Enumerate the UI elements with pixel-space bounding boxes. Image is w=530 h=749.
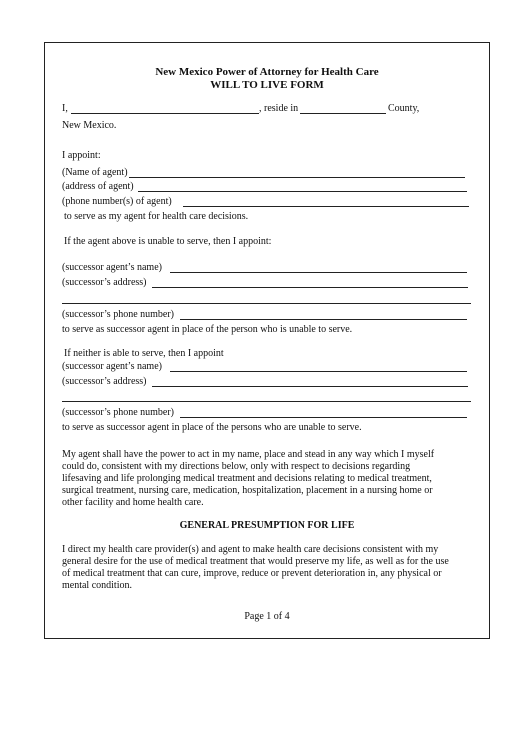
- declarant-name-field[interactable]: [71, 113, 259, 114]
- successor2-name-field[interactable]: [170, 371, 467, 372]
- successor1-intro: If the agent above is unable to serve, then I appoint:: [64, 236, 272, 247]
- presumption-line-4: mental condition.: [62, 580, 132, 591]
- power-line-4: surgical treatment, nursing care, medication, hospitalization, placement in a nursing home or: [62, 485, 433, 496]
- state-label: New Mexico.: [62, 120, 117, 131]
- agent-phone-label: (phone number(s) of agent): [62, 196, 172, 207]
- power-line-1: My agent shall have the power to act in my name, place and stead in any way which I myself: [62, 449, 435, 460]
- i-label: I,: [62, 103, 68, 114]
- successor1-name-field[interactable]: [170, 272, 467, 273]
- agent-phone-field[interactable]: [183, 206, 469, 207]
- presumption-line-2: general desire for the use of medical treatment that would preserve my life, as well as for the use: [62, 556, 449, 567]
- successor2-name-label: (successor agent’s name): [62, 361, 162, 372]
- page-number: Page 1 of 4: [244, 611, 290, 622]
- presumption-line-3: of medical treatment that can cure, improve, reduce or prevent deterioration in, any physical or: [62, 568, 442, 579]
- reside-label: , reside in: [259, 103, 299, 114]
- form-subtitle: WILL TO LIVE FORM: [210, 79, 324, 91]
- power-line-5: other facility and home health care.: [62, 497, 204, 508]
- power-line-2: could do, consistent with my directions below, only with respect to decisions regarding: [62, 461, 411, 472]
- appoint-heading: I appoint:: [62, 150, 101, 161]
- successor1-phone-field[interactable]: [180, 319, 467, 320]
- successor2-phone-label: (successor’s phone number): [62, 407, 175, 418]
- presumption-heading: GENERAL PRESUMPTION FOR LIFE: [179, 520, 355, 531]
- successor1-address-field[interactable]: [152, 287, 468, 288]
- agent-name-field[interactable]: [129, 177, 465, 178]
- agent-address-label: (address of agent): [62, 181, 134, 192]
- successor2-serve-text: to serve as successor agent in place of the persons who are unable to serve.: [62, 422, 362, 433]
- successor1-address-label: (successor’s address): [62, 277, 147, 288]
- county-label: County,: [388, 103, 420, 114]
- county-field[interactable]: [300, 113, 386, 114]
- successor2-address-field[interactable]: [152, 386, 468, 387]
- form-title: New Mexico Power of Attorney for Health Care: [155, 66, 379, 78]
- presumption-line-1: I direct my health care provider(s) and agent to make health care decisions consistent with my: [62, 544, 439, 555]
- agent-name-label: (Name of agent): [62, 167, 128, 178]
- agent-address-field[interactable]: [138, 191, 467, 192]
- successor1-address-line2-field[interactable]: [62, 303, 471, 304]
- power-line-3: lifesaving and life prolonging medical treatment and decisions relating to medical treatment,: [62, 473, 432, 484]
- successor2-intro: If neither is able to serve, then I appoint: [64, 348, 224, 359]
- successor1-phone-label: (successor’s phone number): [62, 309, 175, 320]
- successor1-name-label: (successor agent’s name): [62, 262, 162, 273]
- successor2-phone-field[interactable]: [180, 417, 467, 418]
- successor2-address-line2-field[interactable]: [62, 401, 471, 402]
- successor1-serve-text: to serve as successor agent in place of the person who is unable to serve.: [62, 324, 353, 335]
- agent-serve-text: to serve as my agent for health care decisions.: [64, 211, 249, 222]
- successor2-address-label: (successor’s address): [62, 376, 147, 387]
